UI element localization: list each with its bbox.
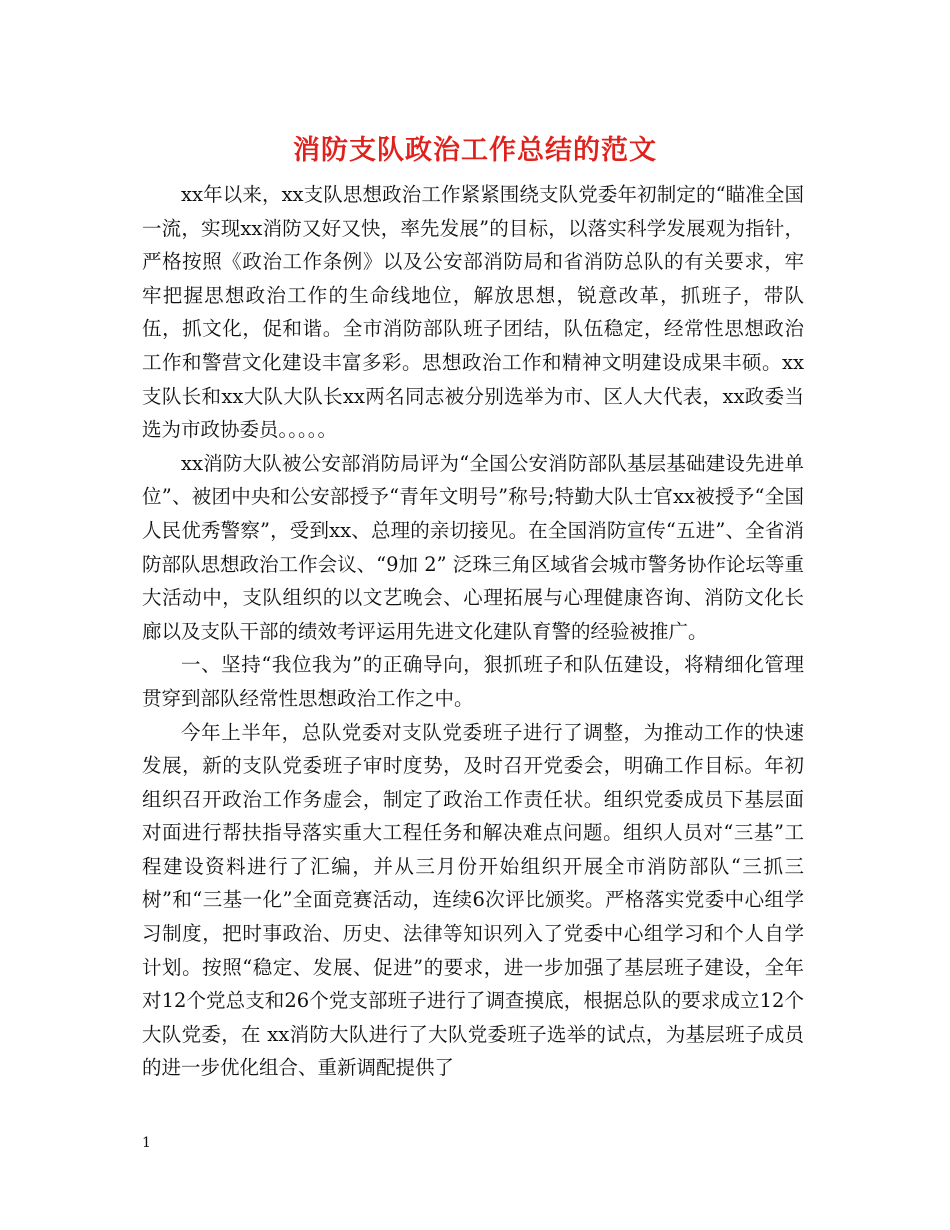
body-paragraph: xx消防大队被公安部消防局评为“全国公安消防部队基层基础建设先进单位”、被团中央和公安部授予“青年文明号”称号;特勤大队士官xx被授予“全国人民优秀警察”，受到xx、总理的亲切接见。在全国消防宣传“五进”、全省消防部队思想政治工作会议、“9加 2” 泛珠三角区域省会城市警务协作论坛等重大活动中，支队组织的以文艺晚会、心理拓展与心理健康咨询、消防文化长廊以及支队干部的绩效考评运用先进文化建队育警的经验被推广。 — [142, 451, 804, 643]
document-body — [142, 178, 804, 1085]
body-paragraph: 今年上半年，总队党委对支队党委班子进行了调整，为推动工作的快速发展，新的支队党委班子审时度势，及时召开党委会，明确工作目标。年初组织召开政治工作务虚会，制定了政治工作责任状。组织党委成员下基层面对面进行帮扶指导落实重大工程任务和解决难点问题。组织人员对“三基”工程建设资料进行了汇编，并从三月份开始组织开展全市消防部队“三抓三树”和“三基一化”全面竞赛活动，连续6次评比颁奖。严格落实党委中心组学习制度，把时事政治、历史、法律等知识列入了党委中心组学习和个人自学计划。按照“稳定、发展、促进”的要求，进一步加强了基层班子建设，全年对12个党总支和26个党支部班子进行了调查摸底，根据总队的要求成立12个大队党委，在 xx消防大队进行了大队党委班子选举的试点，为基层班子成员的进一步优化组合、重新调配提供了 — [142, 720, 804, 1080]
section-heading-paragraph: 一、坚持“我位我为”的正确导向，狠抓班子和队伍建设，将精细化管理贯穿到部队经常性思想政治工作之中。 — [142, 653, 804, 710]
body-paragraph: xx年以来，xx支队思想政治工作紧紧围绕支队党委年初制定的“瞄准全国一流，实现xx消防又好又快，率先发展”的目标，以落实科学发展观为指针，严格按照《政治工作条例》以及公安部消防局和省消防总队的有关要求，牢牢把握思想政治工作的生命线地位，解放思想，锐意改革，抓班子，带队伍，抓文化，促和谐。全市消防部队班子团结，队伍稳定，经常性思想政治工作和警营文化建设丰富多彩。思想政治工作和精神文明建设成果丰硕。xx支队长和xx大队大队长xx两名同志被分别选举为市、区人大代表，xx政委当选为市政协委员。。。。。 — [142, 183, 804, 442]
document-title: 消防支队政治工作总结的范文 — [293, 135, 657, 166]
page-number: 1 — [142, 1135, 151, 1151]
